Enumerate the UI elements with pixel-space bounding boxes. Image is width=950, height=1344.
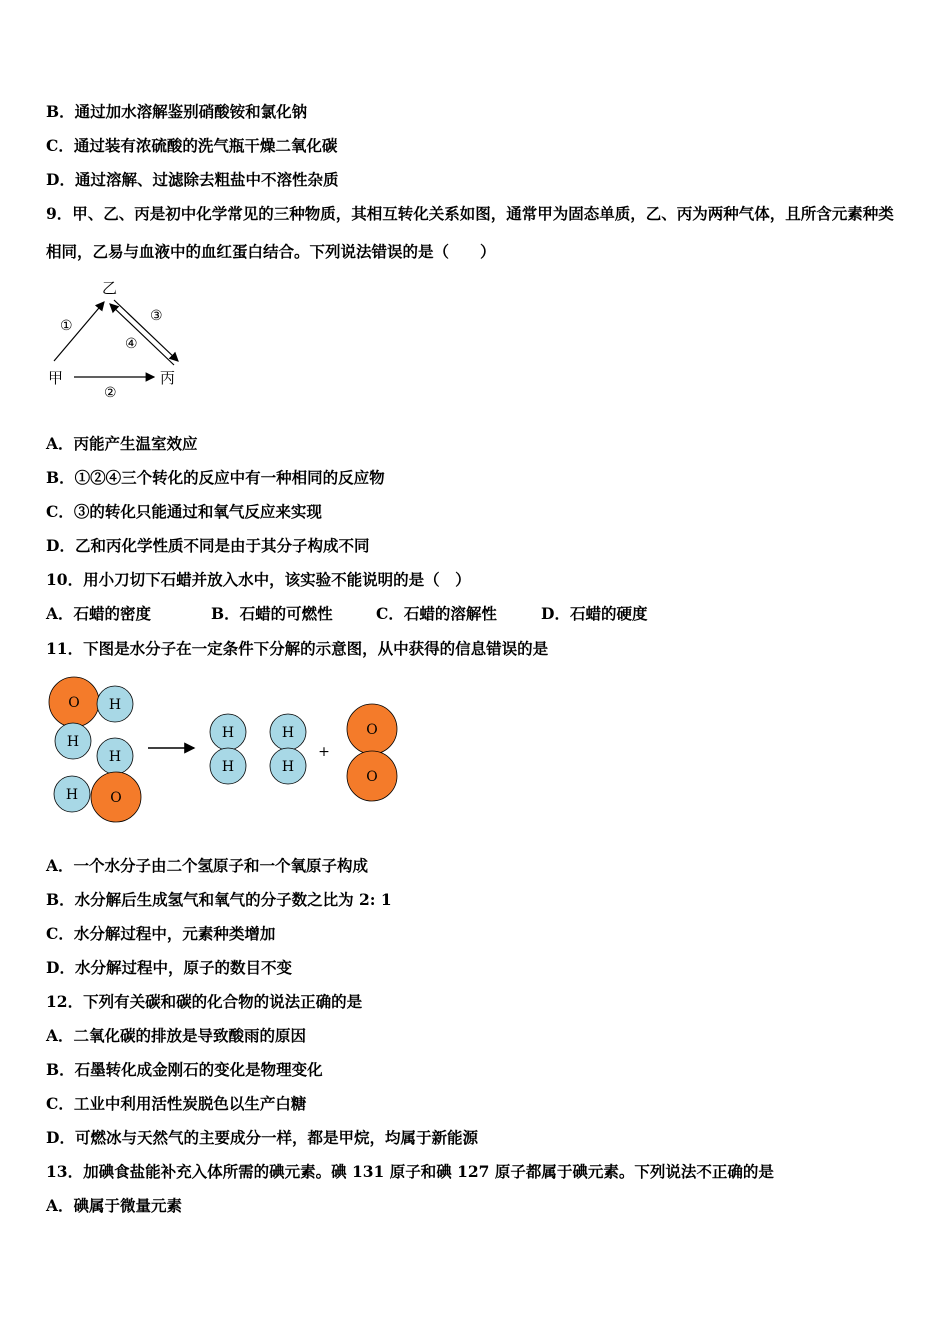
svg-text:H: H — [108, 697, 122, 713]
q10-option-c: C．石蜡的溶解性 — [376, 604, 497, 623]
svg-text:O: O — [366, 769, 378, 785]
q9-bing-label: 丙 — [160, 369, 176, 387]
q10-option-b: B．石蜡的可燃性 — [211, 604, 333, 623]
q13-option-a: A．碘属于微量元素 — [46, 1196, 183, 1215]
svg-text:H: H — [221, 725, 235, 741]
q12-option-a: A．二氧化碳的排放是导致酸雨的原因 — [46, 1026, 307, 1045]
q9-stem: 9．甲、乙、丙是初中化学常见的三种物质，其相互转化关系如图，通常甲为固态单质，乙、丙为两种气体，且所含元素种类相同，乙易与血液中的血红蛋白结合。下列说法错误的是（ ） — [46, 204, 894, 261]
q11-option-b: B．水分解后生成氢气和氧气的分子数之比为 2: 1 — [46, 890, 392, 909]
q12-option-b: B．石墨转化成金刚石的变化是物理变化 — [46, 1060, 323, 1079]
q12-option-d: D．可燃冰与天然气的主要成分一样，都是甲烷，均属于新能源 — [46, 1128, 478, 1147]
q9-jia-label: 甲 — [48, 369, 64, 387]
q11-option-c: C．水分解过程中，元素种类增加 — [46, 924, 276, 943]
svg-text:H: H — [281, 725, 295, 741]
q13-stem: 13．加碘食盐能补充入体所需的碘元素。碘 131 原子和碘 127 原子都属于碘元素。下列说法不正确的是 — [46, 1162, 774, 1181]
q11-stem: 11．下图是水分子在一定条件下分解的示意图，从中获得的信息错误的是 — [46, 639, 549, 658]
q8-option-d: D．通过溶解、过滤除去粗盐中不溶性杂质 — [46, 170, 339, 189]
q10-option-d: D．石蜡的硬度 — [541, 604, 648, 623]
q11-plus-sign: + — [318, 744, 330, 760]
q11-hydrogen-molecule-2 — [270, 714, 306, 784]
svg-text:H: H — [221, 759, 235, 775]
q11-water-decomposition-diagram — [40, 670, 410, 830]
q11-option-d: D．水分解过程中，原子的数目不变 — [46, 958, 292, 977]
q10-options — [46, 604, 647, 624]
q8-option-b: B．通过加水溶解鉴别硝酸铵和氯化钠 — [46, 102, 308, 121]
q9-yi-label: 乙 — [102, 279, 118, 297]
q11-hydrogen-molecule-1 — [210, 714, 246, 784]
q10-stem: 10．用小刀切下石蜡并放入水中，该实验不能说明的是（ ） — [46, 570, 471, 589]
q12-option-c: C．工业中利用活性炭脱色以生产白糖 — [46, 1094, 307, 1113]
svg-text:O: O — [68, 695, 80, 711]
svg-text:H: H — [281, 759, 295, 775]
q9-arrow-3 — [114, 300, 178, 361]
q9-option-a: A．丙能产生温室效应 — [46, 434, 198, 453]
q12-stem: 12．下列有关碳和碳的化合物的说法正确的是 — [46, 992, 363, 1011]
q9-transformation-diagram — [40, 275, 200, 405]
q11-option-a: A．一个水分子由二个氢原子和一个氧原子构成 — [46, 856, 369, 875]
q9-option-b: B．①②④三个转化的反应中有一种相同的反应物 — [46, 468, 385, 487]
svg-text:O: O — [110, 790, 122, 806]
q9-arrow-4 — [110, 304, 174, 365]
q9-label-3: ③ — [150, 308, 163, 324]
q9-option-c: C．③的转化只能通过和氧气反应来实现 — [46, 502, 322, 521]
svg-text:H: H — [65, 787, 79, 803]
svg-text:H: H — [66, 734, 80, 750]
q9-option-d: D．乙和丙化学性质不同是由于其分子构成不同 — [46, 536, 370, 555]
q9-label-4: ④ — [125, 336, 138, 352]
svg-text:H: H — [108, 749, 122, 765]
svg-text:O: O — [366, 722, 378, 738]
q11-oxygen-molecule — [347, 704, 397, 801]
q9-label-1: ① — [60, 318, 73, 334]
q9-label-2: ② — [104, 385, 117, 401]
q8-option-c: C．通过装有浓硫酸的洗气瓶干燥二氧化碳 — [46, 136, 338, 155]
q10-option-a: A．石蜡的密度 — [46, 604, 152, 623]
